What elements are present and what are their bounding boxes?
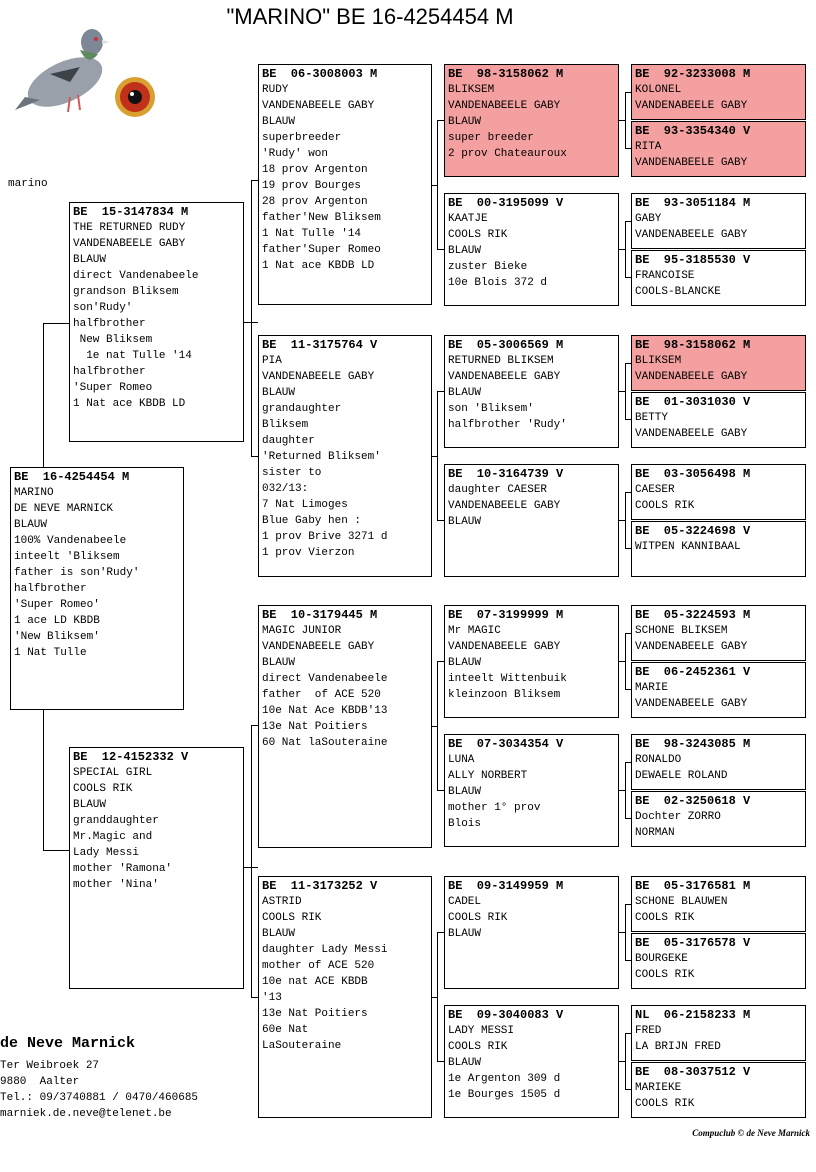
pedigree-text-line: VANDENABEELE GABY [635, 157, 748, 169]
connector-line [437, 391, 444, 392]
pedigree-text-line: BLAUW [448, 657, 482, 669]
pedigree-box-g13 [631, 876, 806, 932]
pedigree-text-line: VANDENABEELE GABY [448, 100, 561, 112]
owner-phone: Tel.: 09/3740881 / 0470/460685 [0, 1092, 199, 1104]
pedigree-text-line: 'Rudy' won [262, 148, 329, 160]
pigeon-and-eye-icon [10, 12, 160, 132]
pigeon-logo [10, 12, 160, 132]
pedigree-text-line: BLAUW [448, 387, 482, 399]
pedigree-text-line: DE NEVE MARNICK [14, 503, 114, 515]
pedigree-text-line: 1 Nat ace KBDB LD [262, 260, 375, 272]
ring-number: BE 98-3243085 M [635, 737, 751, 751]
pedigree-box-g2 [631, 121, 806, 177]
pedigree-text-line: BLIKSEM [448, 84, 495, 96]
pedigree-text-line: RITA [635, 141, 662, 153]
ring-number: BE 10-3164739 V [448, 467, 564, 481]
connector-line [43, 323, 44, 467]
connector-line [625, 221, 626, 277]
pedigree-text-line: 10e nat ACE KBDB [262, 976, 368, 988]
pedigree-text-line: SCHONE BLIKSEM [635, 625, 728, 637]
connector-line [437, 249, 444, 250]
pedigree-box-ddd [444, 1005, 619, 1118]
pedigree-text-line: VANDENABEELE GABY [635, 371, 748, 383]
pedigree-text-line: LADY MESSI [448, 1025, 515, 1037]
pedigree-text-line: GABY [635, 213, 662, 225]
page-title: "MARINO" BE 16-4254454 M [226, 4, 514, 29]
connector-line [251, 456, 258, 457]
pedigree-text-line: BETTY [635, 412, 669, 424]
pedigree-text-line: RETURNED BLIKSEM [448, 355, 554, 367]
pedigree-text-line: COOLS RIK [635, 500, 695, 512]
ring-number: BE 11-3173252 V [262, 879, 378, 893]
ring-number: BE 08-3037512 V [635, 1065, 751, 1079]
connector-line [437, 932, 444, 933]
pedigree-text-line: grandson Bliksem [73, 286, 179, 298]
pedigree-text-line: VANDENABEELE GABY [635, 698, 748, 710]
pedigree-text-line: mother 1° prov [448, 802, 541, 814]
pedigree-box-sd [258, 335, 432, 577]
pedigree-box-g11 [631, 734, 806, 790]
pedigree-text-line: daughter [262, 435, 315, 447]
pedigree-text-line: COOLS RIK [635, 1098, 695, 1110]
pedigree-text-line: BLIKSEM [635, 355, 682, 367]
pedigree-text-line: halfbrother [14, 583, 87, 595]
connector-line [437, 120, 438, 249]
pedigree-text-line: halfbrother 'Rudy' [448, 419, 567, 431]
connector-line [625, 363, 626, 419]
pedigree-text-line: father'Super Romeo [262, 244, 381, 256]
pedigree-text-line: VANDENABEELE GABY [448, 641, 561, 653]
ring-number: BE 93-3354340 V [635, 124, 751, 138]
pedigree-box-g12 [631, 791, 806, 847]
pedigree-text-line: RONALDO [635, 754, 682, 766]
ring-number: BE 15-3147834 M [73, 205, 189, 219]
pedigree-text-line: ALLY NORBERT [448, 770, 528, 782]
pedigree-text-line: VANDENABEELE GABY [635, 428, 748, 440]
pedigree-text-line: 13e Nat Poitiers [262, 721, 368, 733]
pedigree-text-line: '13 [262, 992, 282, 1004]
connector-line [43, 710, 44, 850]
pedigree-box-g6 [631, 392, 806, 448]
pedigree-text-line: BLAUW [262, 116, 296, 128]
pedigree-text-line: mother 'Nina' [73, 879, 159, 891]
pedigree-text-line: VANDENABEELE GABY [635, 100, 748, 112]
pedigree-text-line: BLAUW [262, 657, 296, 669]
connector-line [43, 850, 69, 851]
pedigree-box-g3 [631, 193, 806, 249]
pedigree-box-subject [10, 467, 184, 710]
ring-number: BE 02-3250618 V [635, 794, 751, 808]
pedigree-text-line: 1 ace LD KBDB [14, 615, 100, 627]
pedigree-text-line: BLAUW [73, 799, 107, 811]
connector-line [437, 120, 444, 121]
pedigree-text-line: BLAUW [448, 928, 482, 940]
connector-line [251, 180, 258, 181]
ring-number: BE 07-3034354 V [448, 737, 564, 751]
pedigree-text-line: BLAUW [14, 519, 48, 531]
pedigree-text-line: 'Returned Bliksem' [262, 451, 381, 463]
pedigree-text-line: Blois [448, 818, 482, 830]
pedigree-text-line: KAATJE [448, 213, 488, 225]
pedigree-text-line: 19 prov Bourges [262, 180, 362, 192]
pedigree-text-line: father'New Bliksem [262, 212, 381, 224]
pedigree-text-line: VANDENABEELE GABY [635, 641, 748, 653]
pedigree-text-line: mother 'Ramona' [73, 863, 173, 875]
pedigree-text-line: VANDENABEELE GABY [635, 229, 748, 241]
pedigree-text-line: VANDENABEELE GABY [448, 500, 561, 512]
ring-number: BE 92-3233008 M [635, 67, 751, 81]
ring-number: BE 09-3149959 M [448, 879, 564, 893]
connector-line [625, 492, 626, 548]
pedigree-text-line: DEWAELE ROLAND [635, 770, 728, 782]
pedigree-text-line: halfbrother [73, 366, 146, 378]
pedigree-text-line: COOLS RIK [73, 783, 133, 795]
connector-line [437, 790, 444, 791]
pedigree-text-line: VANDENABEELE GABY [262, 641, 375, 653]
pedigree-box-ss [258, 64, 432, 305]
pedigree-text-line: 1 Nat Tulle '14 [262, 228, 362, 240]
pedigree-text-line: VANDENABEELE GABY [73, 238, 186, 250]
pedigree-text-line: Dochter ZORRO [635, 811, 721, 823]
pedigree-text-line: 1e Argenton 309 d [448, 1073, 561, 1085]
pedigree-box-g4 [631, 250, 806, 306]
owner-address: Ter Weibroek 27 [0, 1060, 100, 1072]
pedigree-text-line: BLAUW [262, 928, 296, 940]
pedigree-box-dsd [444, 734, 619, 847]
pedigree-text-line: New Bliksem [73, 334, 153, 346]
connector-line [625, 904, 626, 960]
pedigree-text-line: 032/13: [262, 483, 309, 495]
connector-line [625, 92, 626, 148]
pedigree-text-line: NORMAN [635, 827, 675, 839]
connector-line [437, 520, 444, 521]
pedigree-text-line: MARINO [14, 487, 54, 499]
pedigree-box-g1 [631, 64, 806, 120]
pedigree-box-dam [69, 747, 244, 989]
pedigree-text-line: VANDENABEELE GABY [448, 371, 561, 383]
pedigree-text-line: son'Rudy' [73, 302, 133, 314]
ring-number: BE 16-4254454 M [14, 470, 130, 484]
pedigree-box-g5 [631, 335, 806, 391]
connector-line [437, 661, 438, 790]
pedigree-box-ssd [444, 193, 619, 306]
pedigree-text-line: MARIE [635, 682, 669, 694]
pedigree-text-line: ASTRID [262, 896, 302, 908]
pedigree-text-line: 13e Nat Poitiers [262, 1008, 368, 1020]
pedigree-text-line: son 'Bliksem' [448, 403, 534, 415]
pedigree-text-line: direct Vandenabeele [73, 270, 199, 282]
footer-credit: Compuclub © de Neve Marnick [692, 1128, 810, 1138]
ring-number: BE 00-3195099 V [448, 196, 564, 210]
pedigree-box-g8 [631, 521, 806, 577]
ring-number: BE 98-3158062 M [635, 338, 751, 352]
pedigree-text-line: BOURGEKE [635, 953, 688, 965]
ring-number: BE 01-3031030 V [635, 395, 751, 409]
pedigree-text-line: COOLS-BLANCKE [635, 286, 721, 298]
ring-number: NL 06-2158233 M [635, 1008, 751, 1022]
ring-number: BE 05-3176578 V [635, 936, 751, 950]
connector-line [437, 932, 438, 1061]
pedigree-text-line: COOLS RIK [635, 912, 695, 924]
connector-line [251, 180, 252, 456]
pedigree-text-line: 1 Nat ace KBDB LD [73, 398, 186, 410]
pedigree-text-line: 10e Nat Ace KBDB'13 [262, 705, 388, 717]
owner-city: 9880 Aalter [0, 1076, 80, 1088]
pedigree-box-sire [69, 202, 244, 442]
pedigree-text-line: LaSouteraine [262, 1040, 342, 1052]
ring-number: BE 95-3185530 V [635, 253, 751, 267]
pedigree-box-g15 [631, 1005, 806, 1061]
pedigree-text-line: 100% Vandenabeele [14, 535, 127, 547]
pedigree-text-line: father of ACE 520 [262, 689, 381, 701]
side-label: marino [8, 178, 48, 190]
connector-line [437, 661, 444, 662]
pedigree-text-line: COOLS RIK [448, 912, 508, 924]
ring-number: BE 05-3224698 V [635, 524, 751, 538]
pedigree-box-g16 [631, 1062, 806, 1118]
ring-number: BE 98-3158062 M [448, 67, 564, 81]
pedigree-text-line: father is son'Rudy' [14, 567, 140, 579]
pedigree-text-line: grandaughter [262, 403, 342, 415]
pedigree-text-line: BLAUW [262, 387, 296, 399]
pedigree-text-line: FRANCOISE [635, 270, 695, 282]
pedigree-box-sdd [444, 464, 619, 577]
pedigree-text-line: 'New Bliksem' [14, 631, 100, 643]
connector-line [437, 1061, 444, 1062]
pedigree-text-line: direct Vandenabeele [262, 673, 388, 685]
pedigree-text-line: MARIEKE [635, 1082, 682, 1094]
pedigree-text-line: COOLS RIK [448, 229, 508, 241]
ring-number: BE 05-3224593 M [635, 608, 751, 622]
pedigree-text-line: KOLONEL [635, 84, 682, 96]
ring-number: BE 11-3175764 V [262, 338, 378, 352]
pedigree-text-line: Lady Messi [73, 847, 140, 859]
pedigree-text-line: superbreeder [262, 132, 342, 144]
pedigree-box-g9 [631, 605, 806, 661]
pedigree-text-line: 1e nat Tulle '14 [73, 350, 192, 362]
pedigree-text-line: SCHONE BLAUWEN [635, 896, 728, 908]
connector-line [43, 323, 69, 324]
pedigree-text-line: BLAUW [448, 116, 482, 128]
pedigree-box-sss [444, 64, 619, 177]
pedigree-text-line: SPECIAL GIRL [73, 767, 153, 779]
pedigree-text-line: COOLS RIK [448, 1041, 508, 1053]
pedigree-text-line: 10e Blois 372 d [448, 277, 548, 289]
pedigree-text-line: FRED [635, 1025, 662, 1037]
pedigree-box-g7 [631, 464, 806, 520]
pedigree-text-line: MAGIC JUNIOR [262, 625, 342, 637]
pedigree-box-g14 [631, 933, 806, 989]
pedigree-text-line: 1 prov Brive 3271 d [262, 531, 388, 543]
ring-number: BE 05-3176581 M [635, 879, 751, 893]
ring-number: BE 03-3056498 M [635, 467, 751, 481]
ring-number: BE 07-3199999 M [448, 608, 564, 622]
pedigree-text-line: LUNA [448, 754, 475, 766]
pedigree-text-line: 60 Nat laSouteraine [262, 737, 388, 749]
pedigree-text-line: RUDY [262, 84, 289, 96]
pedigree-text-line: zuster Bieke [448, 261, 528, 273]
pedigree-text-line: Blue Gaby hen : [262, 515, 362, 527]
pedigree-box-sds [444, 335, 619, 448]
pedigree-text-line: 60e Nat [262, 1024, 309, 1036]
ring-number: BE 06-3008003 M [262, 67, 378, 81]
pedigree-text-line: super breeder [448, 132, 534, 144]
pedigree-text-line: BLAUW [448, 245, 482, 257]
owner-email[interactable]: marniek.de.neve@telenet.be [0, 1108, 172, 1120]
pedigree-text-line: 'Super Romeo' [14, 599, 100, 611]
connector-line [625, 633, 626, 689]
pedigree-box-dd [258, 876, 432, 1118]
pedigree-text-line: 2 prov Chateauroux [448, 148, 567, 160]
pedigree-text-line: COOLS RIK [262, 912, 322, 924]
connector-line [251, 725, 258, 726]
pedigree-text-line: VANDENABEELE GABY [262, 371, 375, 383]
pedigree-text-line: COOLS RIK [635, 969, 695, 981]
connector-line [251, 725, 252, 997]
pedigree-text-line: BLAUW [73, 254, 107, 266]
pedigree-text-line: 28 prov Argenton [262, 196, 368, 208]
pedigree-text-line: Bliksem [262, 419, 309, 431]
connector-line [251, 997, 258, 998]
pedigree-text-line: 1 prov Vierzon [262, 547, 355, 559]
ring-number: BE 10-3179445 M [262, 608, 378, 622]
pedigree-text-line: BLAUW [448, 786, 482, 798]
owner-name: de Neve Marnick [0, 1035, 136, 1052]
pedigree-text-line: halfbrother [73, 318, 146, 330]
pedigree-text-line: inteelt Wittenbuik [448, 673, 567, 685]
pedigree-text-line: 1e Bourges 1505 d [448, 1089, 561, 1101]
ring-number: BE 93-3051184 M [635, 196, 751, 210]
pedigree-text-line: VANDENABEELE GABY [262, 100, 375, 112]
pedigree-text-line: WITPEN KANNIBAAL [635, 541, 741, 553]
pedigree-text-line: THE RETURNED RUDY [73, 222, 186, 234]
pedigree-text-line: 18 prov Argenton [262, 164, 368, 176]
pedigree-text-line: CAESER [635, 484, 675, 496]
pedigree-text-line: kleinzoon Bliksem [448, 689, 561, 701]
pedigree-text-line: 7 Nat Limoges [262, 499, 348, 511]
pedigree-box-dds [444, 876, 619, 989]
connector-line [625, 1033, 626, 1089]
pedigree-text-line: Mr MAGIC [448, 625, 501, 637]
ring-number: BE 09-3040083 V [448, 1008, 564, 1022]
pedigree-text-line: Mr.Magic and [73, 831, 153, 843]
pedigree-text-line: 1 Nat Tulle [14, 647, 87, 659]
connector-line [625, 762, 626, 818]
pedigree-text-line: daughter CAESER [448, 484, 548, 496]
pedigree-box-dss [444, 605, 619, 718]
ring-number: BE 05-3006569 M [448, 338, 564, 352]
pedigree-text-line: inteelt 'Bliksem [14, 551, 120, 563]
connector-line [437, 391, 438, 520]
pedigree-text-line: 'Super Romeo [73, 382, 153, 394]
pedigree-text-line: LA BRIJN FRED [635, 1041, 721, 1053]
pedigree-box-ds [258, 605, 432, 848]
pedigree-text-line: PIA [262, 355, 282, 367]
pedigree-text-line: sister to [262, 467, 322, 479]
pedigree-text-line: granddaughter [73, 815, 159, 827]
pedigree-text-line: BLAUW [448, 1057, 482, 1069]
pedigree-text-line: mother of ACE 520 [262, 960, 375, 972]
ring-number: BE 12-4152332 V [73, 750, 189, 764]
pedigree-text-line: daughter Lady Messi [262, 944, 388, 956]
ring-number: BE 06-2452361 V [635, 665, 751, 679]
pedigree-box-g10 [631, 662, 806, 718]
pedigree-text-line: CADEL [448, 896, 482, 908]
pedigree-text-line: BLAUW [448, 516, 482, 528]
